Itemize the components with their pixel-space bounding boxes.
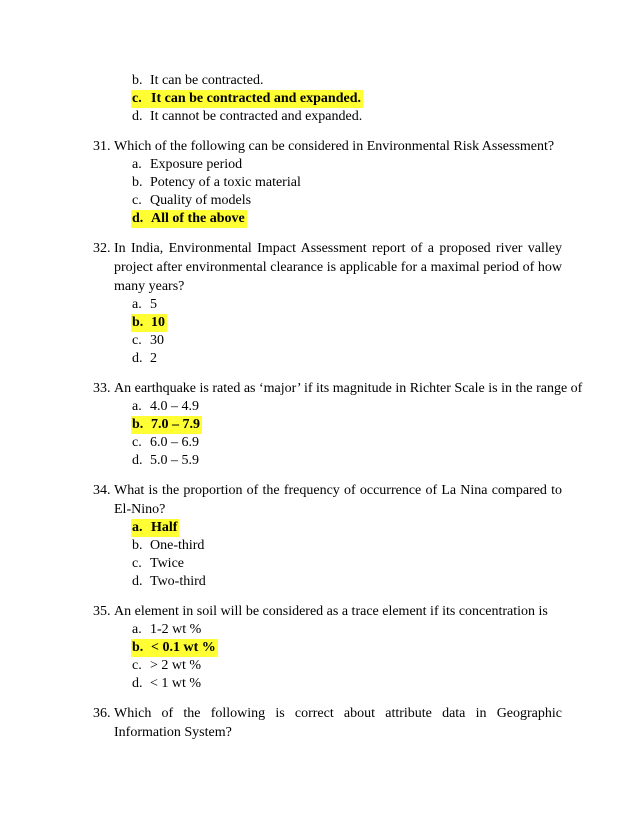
option-letter: c. xyxy=(132,193,142,208)
question-text: Which of the following can be considered in Environmental Risk Assessment? xyxy=(114,139,555,154)
option-letter: b. xyxy=(132,538,143,553)
answer-highlight xyxy=(131,314,167,332)
question-item xyxy=(0,602,638,693)
answer-option xyxy=(132,156,638,174)
option-letter: a. xyxy=(132,399,142,414)
option-letter: b. xyxy=(132,175,143,190)
option-text: It cannot be contracted and expanded. xyxy=(150,109,363,124)
answer-option xyxy=(132,72,638,90)
answer-option xyxy=(132,398,638,416)
answer-highlight xyxy=(131,210,247,228)
answer-option xyxy=(132,573,638,591)
option-text: 1-2 wt % xyxy=(150,622,202,637)
answer-option xyxy=(132,657,638,675)
option-text: Quality of models xyxy=(150,193,252,208)
question-item xyxy=(0,379,638,470)
question-number: 36. xyxy=(93,706,111,721)
option-text: 2 xyxy=(150,351,157,366)
option-letter: a. xyxy=(132,297,142,312)
answer-option-correct xyxy=(132,90,638,108)
option-text: < 1 wt % xyxy=(150,676,202,691)
answer-option xyxy=(132,350,638,368)
answer-option xyxy=(132,332,638,350)
question-text: In India, Environmental Impact Assessment report of a proposed river valley project after environmental clearance is applicable for a maximal period of how many years? xyxy=(114,241,562,294)
question-text: An element in soil will be considered as a trace element if its concentration is xyxy=(114,604,548,619)
question-item xyxy=(0,481,638,591)
option-letter: c. xyxy=(132,658,142,673)
option-text: All of the above xyxy=(151,211,245,226)
options-list xyxy=(0,296,638,368)
options-list xyxy=(0,621,638,693)
option-letter: a. xyxy=(132,622,142,637)
carryover-options xyxy=(0,72,638,126)
answer-option xyxy=(132,434,638,452)
option-text: Two-third xyxy=(150,574,206,589)
option-text: > 2 wt % xyxy=(150,658,202,673)
option-text: Twice xyxy=(150,556,185,571)
option-letter: c. xyxy=(132,435,142,450)
option-text: 4.0 – 4.9 xyxy=(150,399,199,414)
answer-highlight xyxy=(131,639,218,657)
answer-option-correct xyxy=(132,210,638,228)
option-letter: b. xyxy=(132,73,143,88)
answer-option xyxy=(132,555,638,573)
answer-highlight xyxy=(131,519,179,537)
options-list xyxy=(0,519,638,591)
question-number: 33. xyxy=(93,381,111,396)
question-number: 34. xyxy=(93,483,111,498)
option-letter: b. xyxy=(132,640,144,655)
answer-option-correct xyxy=(132,416,638,434)
option-letter: d. xyxy=(132,109,143,124)
question-list xyxy=(0,72,638,742)
option-text: Exposure period xyxy=(150,157,243,172)
option-letter: a. xyxy=(132,520,143,535)
options-list xyxy=(0,398,638,470)
option-letter: d. xyxy=(132,453,143,468)
question-text: An earthquake is rated as ‘major’ if its magnitude in Richter Scale is in the range of xyxy=(114,381,583,396)
option-letter: c. xyxy=(132,333,142,348)
answer-option xyxy=(132,452,638,470)
option-text: 6.0 – 6.9 xyxy=(150,435,199,450)
question-number: 31. xyxy=(93,139,111,154)
option-text: It can be contracted and expanded. xyxy=(151,91,362,106)
option-letter: d. xyxy=(132,211,144,226)
option-text: 30 xyxy=(150,333,164,348)
option-text: One-third xyxy=(150,538,205,553)
question-number: 32. xyxy=(93,241,111,256)
question-item xyxy=(0,704,638,742)
answer-option xyxy=(132,192,638,210)
option-text: Potency of a toxic material xyxy=(150,175,301,190)
answer-option xyxy=(132,621,638,639)
option-letter: c. xyxy=(132,91,142,106)
answer-option-correct xyxy=(132,519,638,537)
option-letter: a. xyxy=(132,157,142,172)
question-number: 35. xyxy=(93,604,111,619)
answer-option xyxy=(132,675,638,693)
answer-option xyxy=(132,537,638,555)
question-text: Which of the following is correct about attribute data in Geographic Information System? xyxy=(114,706,562,740)
option-letter: d. xyxy=(132,574,143,589)
answer-option xyxy=(132,108,638,126)
answer-highlight xyxy=(131,90,363,108)
option-text: 5 xyxy=(150,297,157,312)
option-text: Half xyxy=(151,520,178,535)
answer-option xyxy=(132,174,638,192)
option-letter: d. xyxy=(132,676,143,691)
answer-option-correct xyxy=(132,314,638,332)
answer-option-correct xyxy=(132,639,638,657)
option-text: 10 xyxy=(151,315,165,330)
answer-option xyxy=(132,296,638,314)
question-item xyxy=(0,239,638,368)
option-letter: b. xyxy=(132,417,144,432)
option-letter: d. xyxy=(132,351,143,366)
question-text: What is the proportion of the frequency of occurrence of La Nina compared to El-Nino? xyxy=(114,483,562,517)
question-item xyxy=(0,137,638,228)
options-list xyxy=(0,156,638,228)
option-text: It can be contracted. xyxy=(150,73,264,88)
option-letter: b. xyxy=(132,315,144,330)
option-text: 5.0 – 5.9 xyxy=(150,453,199,468)
answer-highlight xyxy=(131,416,202,434)
option-letter: c. xyxy=(132,556,142,571)
option-text: < 0.1 wt % xyxy=(151,640,216,655)
option-text: 7.0 – 7.9 xyxy=(151,417,200,432)
